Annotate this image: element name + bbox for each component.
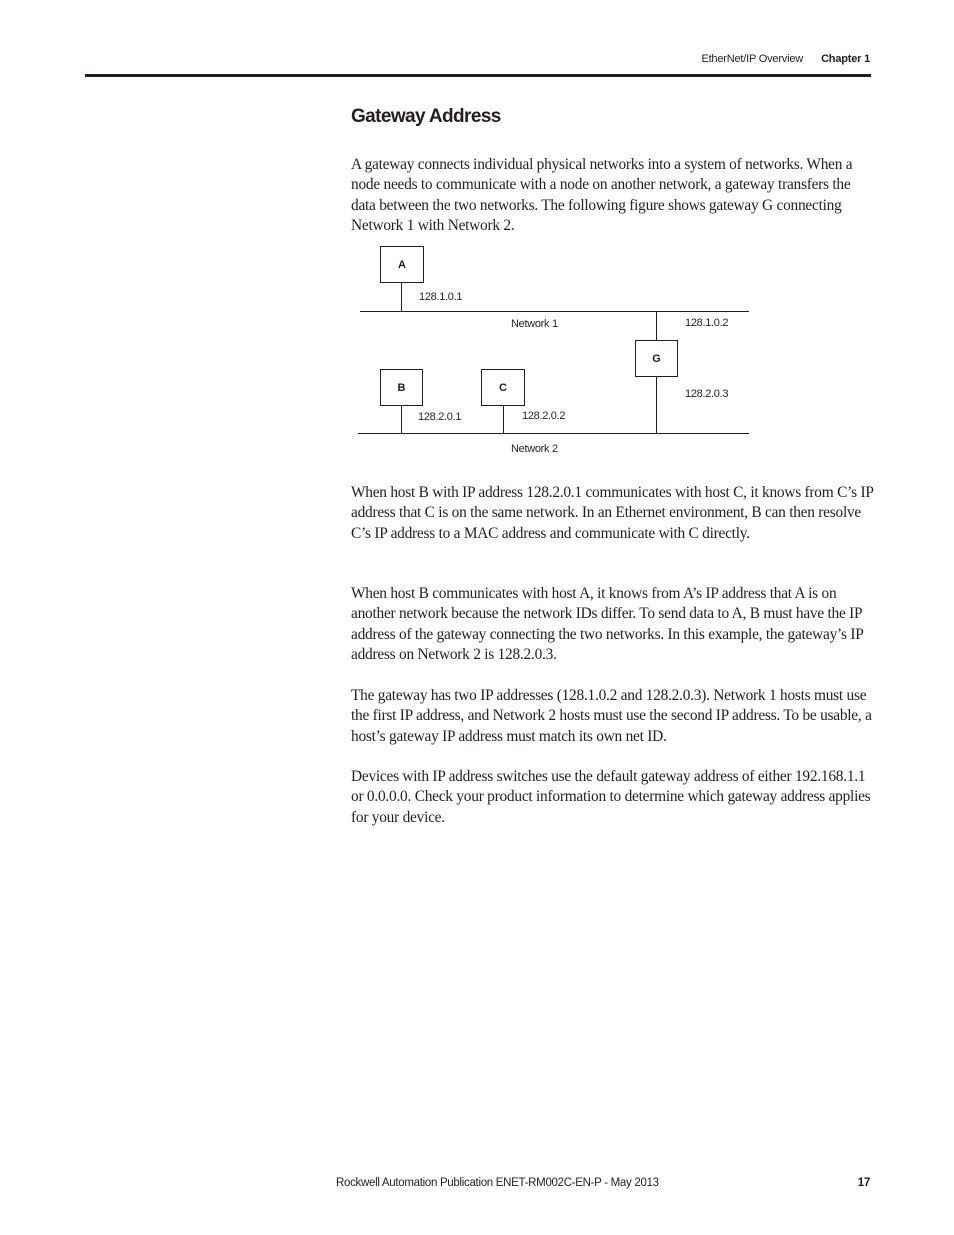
section-heading: Gateway Address	[351, 106, 501, 127]
host-b-link	[401, 406, 402, 433]
header-chapter: Chapter 1	[821, 53, 870, 65]
gateway-link-net2	[656, 377, 657, 433]
host-a-link	[401, 283, 402, 312]
gateway-g-box: G	[635, 340, 678, 377]
ip-label-g-net2: 128.2.0.3	[685, 388, 729, 400]
host-a-box: A	[380, 246, 424, 283]
ip-label-a: 128.1.0.1	[419, 291, 463, 303]
footer-publication: Rockwell Automation Publication ENET-RM002C-EN-P - May 2013	[336, 1177, 659, 1189]
paragraph-gateway-addresses: The gateway has two IP addresses (128.1.0.2 and 128.2.0.3). Network 1 hosts must use the first IP address, and Network 2 hosts must use the second IP address. To be usable, a host’s gateway IP address must match its own net ID.	[351, 687, 872, 745]
paragraph-default-gateway: Devices with IP address switches use the default gateway address of either 192.168.1.1 or 0.0.0.0. Check your product information to determine which gateway address applies for your device.	[351, 768, 871, 826]
ip-label-g-net1: 128.1.0.2	[685, 317, 729, 329]
paragraph-host-b-c: When host B with IP address 128.2.0.1 communicates with host C, it knows from C’s IP address that C is on the same network. In an Ethernet environment, B can then resolve C’s IP address to a MAC address and communicate with C directly.	[351, 484, 874, 542]
gateway-link-net1	[656, 312, 657, 340]
network1-label: Network 1	[511, 318, 558, 330]
ip-label-c: 128.2.0.2	[522, 410, 566, 422]
paragraph-host-b-a: When host B communicates with host A, it knows from A’s IP address that A is on another network because the network IDs differ. To send data to A, B must have the IP address of the gateway connecting the two networks. In this example, the gateway’s IP address on Network 2 is 128.2.0.3.	[351, 585, 863, 663]
host-b-box: B	[380, 369, 423, 406]
footer-page-number: 17	[857, 1177, 870, 1189]
host-c-box: C	[481, 369, 525, 406]
paragraph-intro: A gateway connects individual physical networks into a system of networks. When a node needs to communicate with a node on another network, a gateway transfers the data between the two networks. The following figure shows gateway G connecting Network 1 with Network 2.	[351, 156, 853, 234]
network2-label: Network 2	[511, 443, 558, 455]
header-rule	[85, 74, 871, 77]
host-c-link	[503, 406, 504, 433]
network1-line	[360, 311, 749, 312]
header-section-title: EtherNet/IP Overview	[701, 53, 803, 65]
ip-label-b: 128.2.0.1	[418, 411, 462, 423]
network2-line	[358, 433, 749, 434]
